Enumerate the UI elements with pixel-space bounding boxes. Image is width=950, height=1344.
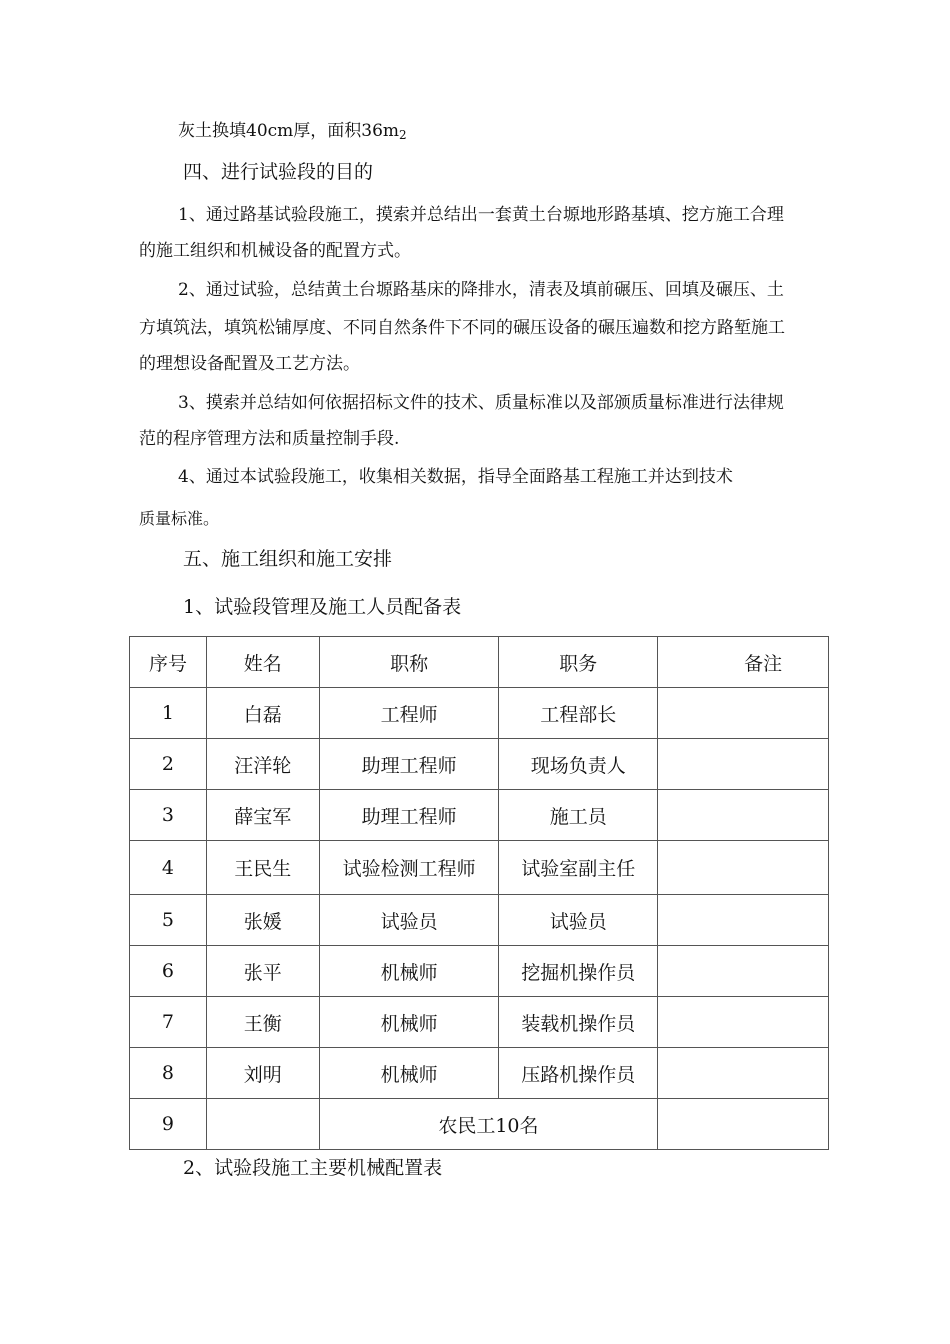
cell-no: 3 <box>130 790 207 841</box>
cell-name: 白磊 <box>206 688 319 739</box>
cell-position: 现场负责人 <box>499 739 658 790</box>
cell-title: 助理工程师 <box>319 739 499 790</box>
cell-name: 王民生 <box>206 841 319 895</box>
section4-p2-line1: 2、通过试验，总结黄土台塬路基床的降排水，清表及填前碾压、回填及碾压、土 <box>178 280 784 300</box>
section4-p4-line1: 4、通过本试验段施工，收集相关数据，指导全面路基工程施工并达到技术 <box>178 467 733 487</box>
cell-name: 王衡 <box>206 997 319 1048</box>
cell-merged-workers: 农民工10名 <box>319 1099 657 1150</box>
section4-p2-line2: 方填筑法，填筑松铺厚度、不同自然条件下不同的碾压设备的碾压遍数和挖方路堑施工 <box>139 318 785 338</box>
cell-no: 9 <box>130 1099 207 1150</box>
cell-remark <box>658 841 829 895</box>
intro-superscript: 2 <box>399 128 407 142</box>
staff-table <box>129 636 829 1150</box>
table1-title: 1、试验段管理及施工人员配备表 <box>183 596 462 618</box>
section4-p3-line2: 范的程序管理方法和质量控制手段. <box>139 429 400 449</box>
cell-no: 1 <box>130 688 207 739</box>
table-row <box>130 1048 829 1099</box>
cell-no: 5 <box>130 895 207 946</box>
cell-no: 4 <box>130 841 207 895</box>
intro-text: 灰土换填40cm厚，面积36m <box>178 121 400 141</box>
cell-remark <box>658 739 829 790</box>
cell-remark <box>658 997 829 1048</box>
cell-title: 机械师 <box>319 946 499 997</box>
header-no: 序号 <box>130 637 207 688</box>
cell-title: 机械师 <box>319 997 499 1048</box>
section4-p4-line2: 质量标准。 <box>139 509 220 528</box>
cell-position: 压路机操作员 <box>499 1048 658 1099</box>
cell-remark <box>658 688 829 739</box>
cell-name: 汪洋轮 <box>206 739 319 790</box>
cell-title: 工程师 <box>319 688 499 739</box>
cell-no: 7 <box>130 997 207 1048</box>
cell-title: 机械师 <box>319 1048 499 1099</box>
cell-no: 2 <box>130 739 207 790</box>
table-row <box>130 1099 829 1150</box>
table-row <box>130 895 829 946</box>
cell-remark <box>658 1099 829 1150</box>
cell-remark <box>658 895 829 946</box>
cell-title: 试验检测工程师 <box>319 841 499 895</box>
cell-remark <box>658 790 829 841</box>
header-name: 姓名 <box>206 637 319 688</box>
section4-p3-line1: 3、摸索并总结如何依据招标文件的技术、质量标准以及部颁质量标准进行法律规 <box>178 393 784 413</box>
header-remark: 备注 <box>658 637 829 688</box>
cell-name: 张平 <box>206 946 319 997</box>
header-position: 职务 <box>499 637 658 688</box>
section4-heading: 四、进行试验段的目的 <box>183 161 374 183</box>
cell-position: 挖掘机操作员 <box>499 946 658 997</box>
section5-heading: 五、施工组织和施工安排 <box>183 548 393 570</box>
cell-remark <box>658 1048 829 1099</box>
table-header-row <box>130 637 829 688</box>
section4-p1-line1: 1、通过路基试验段施工，摸索并总结出一套黄土台塬地形路基填、挖方施工合理 <box>178 205 784 225</box>
cell-name: 张媛 <box>206 895 319 946</box>
cell-name: 刘明 <box>206 1048 319 1099</box>
cell-position: 施工员 <box>499 790 658 841</box>
table-row <box>130 841 829 895</box>
section4-p2-line3: 的理想设备配置及工艺方法。 <box>139 354 360 374</box>
header-title: 职称 <box>319 637 499 688</box>
cell-name <box>206 1099 319 1150</box>
table-row <box>130 739 829 790</box>
cell-no: 8 <box>130 1048 207 1099</box>
cell-no: 6 <box>130 946 207 997</box>
intro-line <box>178 120 407 143</box>
table-row <box>130 790 829 841</box>
cell-title: 试验员 <box>319 895 499 946</box>
cell-remark <box>658 946 829 997</box>
cell-title: 助理工程师 <box>319 790 499 841</box>
cell-name: 薛宝军 <box>206 790 319 841</box>
cell-position: 装载机操作员 <box>499 997 658 1048</box>
table-row <box>130 688 829 739</box>
cell-position: 工程部长 <box>499 688 658 739</box>
table2-title: 2、试验段施工主要机械配置表 <box>183 1157 443 1179</box>
table-row <box>130 946 829 997</box>
section4-p1-line2: 的施工组织和机械设备的配置方式。 <box>139 241 411 261</box>
table-row <box>130 997 829 1048</box>
cell-position: 试验员 <box>499 895 658 946</box>
cell-position: 试验室副主任 <box>499 841 658 895</box>
